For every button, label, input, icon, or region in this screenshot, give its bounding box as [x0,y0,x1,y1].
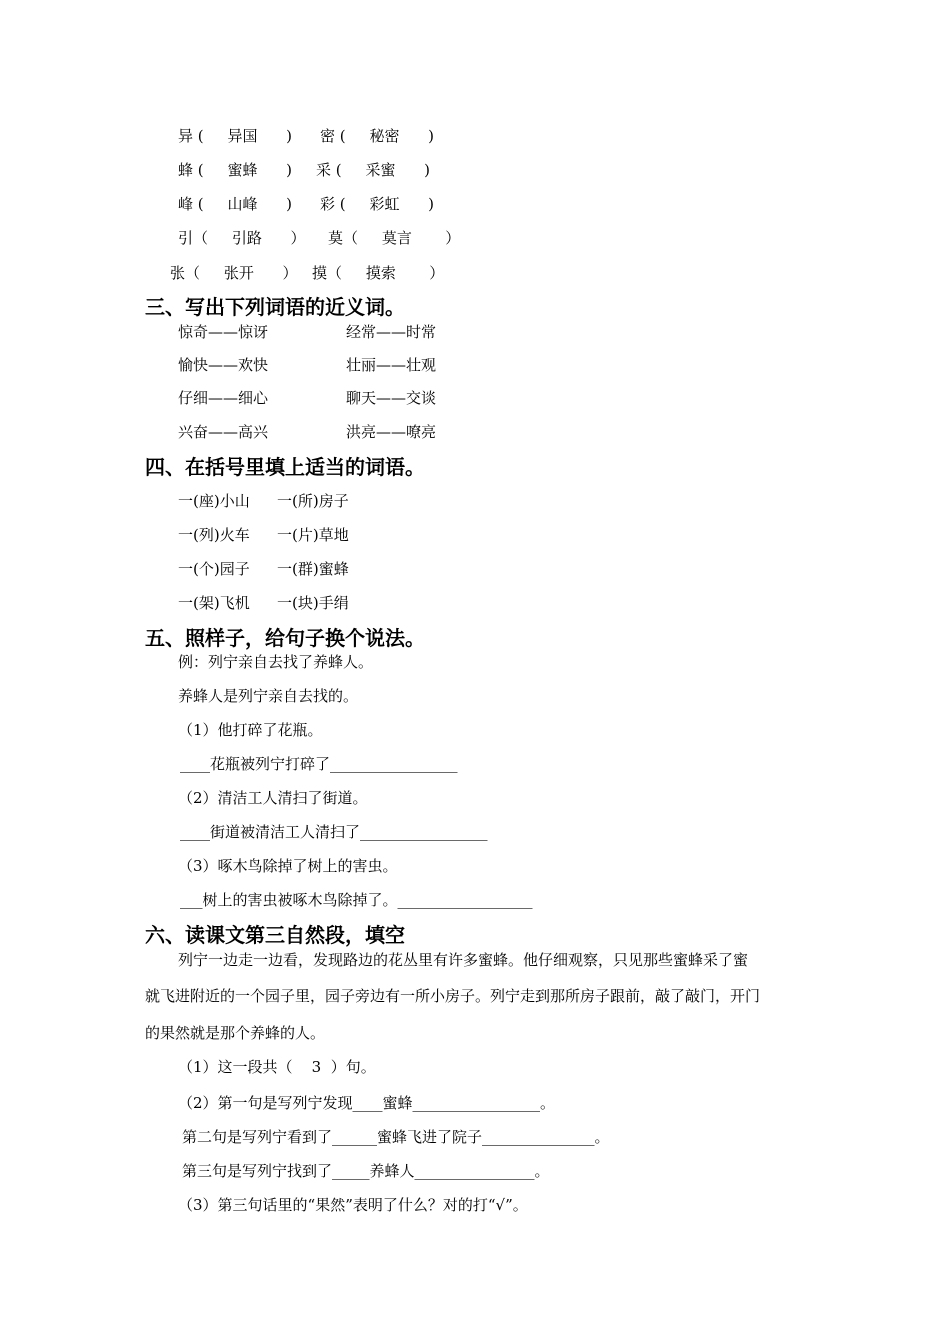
synonym-b-1: 经常——时常 [346,323,437,341]
synonym-b-4: 洪亮——嘹亮 [346,423,437,441]
reading-question-1: （1）这一段共（ 3 ）句。 [178,1058,376,1076]
measure-word-b-2: 一(片)草地 [277,526,349,544]
section-3-title: 三、写出下列词语的近义词。 [145,295,405,319]
reading-question-2[interactable]: （2）第一句是写列宁发现____蜜蜂_________________。 [178,1094,556,1112]
synonym-a-2: 愉快——欢快 [178,356,269,374]
section-6-title: 六、读课文第三自然段，填空 [145,923,405,947]
reading-question-2b[interactable]: 第二句是写列宁看到了______蜜蜂飞进了院子_______________。 [182,1128,610,1146]
char-word-b-5: 摸（ 摸索 ） [312,264,445,282]
synonym-a-1: 惊奇——惊讶 [178,323,269,341]
char-word-b-1: 密 ( 秘密 ) [320,127,434,145]
measure-word-a-3: 一(个)园子 [178,560,250,578]
char-word-a-1: 异 ( 异国 ) [178,127,292,145]
synonym-b-2: 壮丽——壮观 [346,356,437,374]
answer-line-1[interactable]: ____花瓶被列宁打碎了_________________ [180,755,458,773]
passage-line-1: 列宁一边走一边看，发现路边的花丛里有许多蜜蜂。他仔细观察，只见那些蜜蜂采了蜜 [178,951,749,969]
measure-word-b-4: 一(块)手绢 [277,594,349,612]
reading-question-3: （3）第三句话里的“果然”表明了什么？对的打“√”。 [178,1196,528,1214]
section-5-title: 五、照样子，给句子换个说法。 [145,626,425,650]
answer-line-2[interactable]: ____街道被清洁工人清扫了_________________ [180,823,488,841]
char-word-a-2: 蜂 ( 蜜蜂 ) [178,161,292,179]
measure-word-a-2: 一(列)火车 [178,526,250,544]
char-word-a-3: 峰 ( 山峰 ) [178,195,292,213]
synonym-a-4: 兴奋——高兴 [178,423,269,441]
char-word-b-2: 采 ( 采蜜 ) [316,161,430,179]
char-word-b-3: 彩 ( 彩虹 ) [320,195,434,213]
char-word-b-4: 莫（ 莫言 ） [328,229,461,247]
char-word-a-5: 张（ 张开 ） [170,264,298,282]
synonym-b-3: 聊天——交谈 [346,389,437,407]
example-answer: 养蜂人是列宁亲自去找的。 [178,687,359,705]
reading-question-2c[interactable]: 第三句是写列宁找到了_____养蜂人________________。 [182,1162,550,1180]
question-2: （2）清洁工人清扫了街道。 [178,789,368,807]
synonym-a-3: 仔细——细心 [178,389,269,407]
measure-word-a-4: 一(架)飞机 [178,594,250,612]
question-3: （3）啄木鸟除掉了树上的害虫。 [178,857,398,875]
section-4-title: 四、在括号里填上适当的词语。 [145,455,425,479]
example-sentence: 例：列宁亲自去找了养蜂人。 [178,653,374,671]
passage-line-3: 的果然就是那个养蜂的人。 [145,1024,326,1042]
measure-word-b-1: 一(所)房子 [277,492,349,510]
answer-line-3[interactable]: ___树上的害虫被啄木鸟除掉了。__________________ [180,891,533,909]
char-word-a-4: 引（ 引路 ） [178,229,306,247]
passage-line-2: 就飞进附近的一个园子里，园子旁边有一所小房子。列宁走到那所房子跟前，敲了敲门，开门 [145,987,761,1005]
measure-word-b-3: 一(群)蜜蜂 [277,560,349,578]
question-1: （1）他打碎了花瓶。 [178,721,323,739]
measure-word-a-1: 一(座)小山 [178,492,250,510]
